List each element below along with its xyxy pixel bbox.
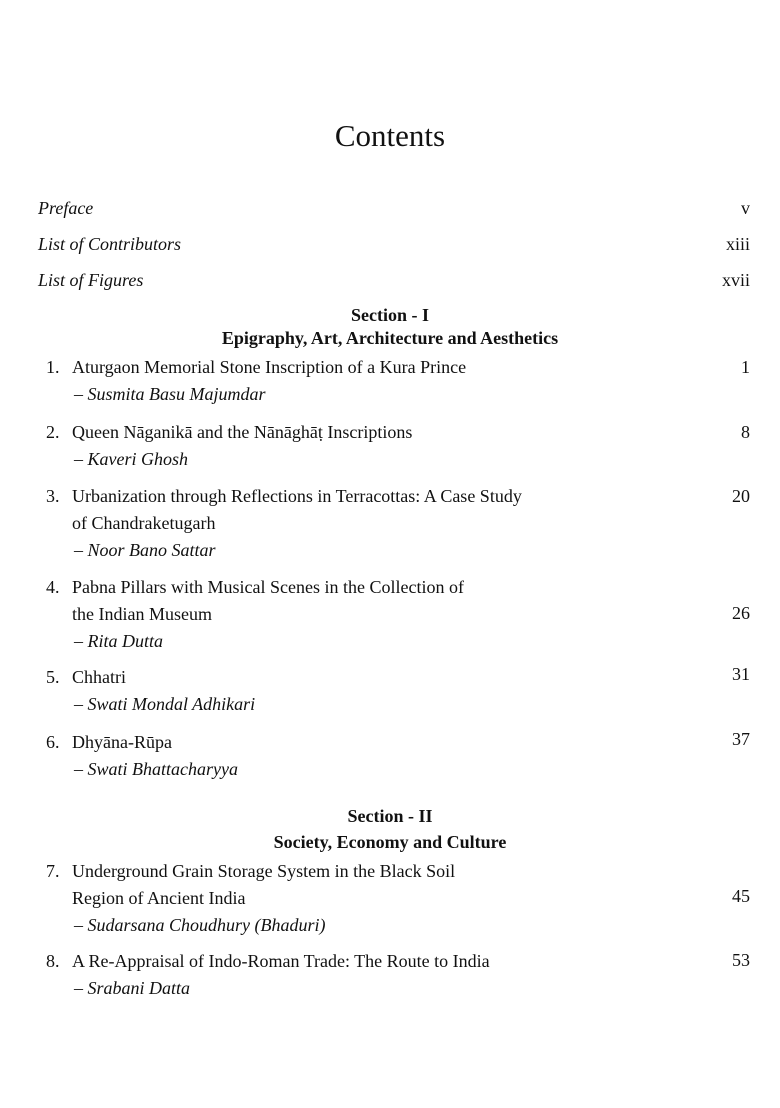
entry-number: 7. xyxy=(46,861,60,881)
entry-number: 1. xyxy=(46,357,60,377)
page-number: v xyxy=(741,198,750,218)
page-number: 8 xyxy=(741,422,750,442)
page-number: 37 xyxy=(732,729,750,749)
toc-entry-3[interactable] xyxy=(46,483,750,564)
front-matter-preface[interactable] xyxy=(38,196,750,220)
entry-number: 4. xyxy=(46,577,60,597)
entry-number: 2. xyxy=(46,422,60,442)
entry-author: – Srabani Datta xyxy=(74,978,191,998)
entry-title: Queen Nāganikā and the Nānāghāṭ Inscriptions xyxy=(72,422,413,442)
toc-entry-2[interactable] xyxy=(46,419,750,473)
entry-title-line: Region of Ancient India xyxy=(72,888,246,908)
section-1-label: Section - I xyxy=(351,305,429,325)
entry-title: Chhatri xyxy=(72,667,126,687)
page-number: 20 xyxy=(732,486,750,506)
toc-entry-7[interactable] xyxy=(46,858,750,939)
entry-author: – Swati Bhattacharyya xyxy=(74,759,238,779)
entry-title: A Re-Appraisal of Indo-Roman Trade: The Route to India xyxy=(72,951,490,971)
entry-number: 8. xyxy=(46,951,60,971)
front-matter-label: List of Contributors xyxy=(38,234,182,254)
entry-author: – Swati Mondal Adhikari xyxy=(74,694,256,714)
entry-author: – Rita Dutta xyxy=(74,631,163,651)
page-number: 31 xyxy=(732,664,750,684)
toc-entry-8[interactable] xyxy=(46,948,750,1002)
front-matter-label: List of Figures xyxy=(38,270,144,290)
toc-entry-6[interactable] xyxy=(46,729,750,783)
entry-title-line: Urbanization through Reflections in Terracottas: A Case Study xyxy=(72,486,522,506)
entry-author: – Sudarsana Choudhury (Bhaduri) xyxy=(74,915,326,935)
toc-entry-5[interactable] xyxy=(46,664,750,718)
page-number: 1 xyxy=(741,357,750,377)
page-title: Contents xyxy=(334,118,446,153)
page-number: 45 xyxy=(732,886,750,906)
front-matter-label: Preface xyxy=(38,198,94,218)
section-1-title: Epigraphy, Art, Architecture and Aesthetics xyxy=(221,328,559,348)
section-2-label: Section - II xyxy=(347,806,433,826)
entry-author: – Susmita Basu Majumdar xyxy=(74,384,266,404)
entry-title-line: the Indian Museum xyxy=(72,604,212,624)
entry-title-line: Underground Grain Storage System in the Black Soil xyxy=(72,861,456,881)
entry-number: 5. xyxy=(46,667,60,687)
page-number: xvii xyxy=(721,270,750,290)
toc-entry-4[interactable] xyxy=(46,574,750,655)
entry-title: Aturgaon Memorial Stone Inscription of a Kura Prince xyxy=(72,357,467,377)
toc-entry-1[interactable] xyxy=(46,354,750,408)
entry-number: 6. xyxy=(46,732,60,752)
entry-number: 3. xyxy=(46,486,60,506)
entry-author: – Noor Bano Sattar xyxy=(74,540,216,560)
entry-title: Dhyāna-Rūpa xyxy=(72,732,172,752)
page-number: 26 xyxy=(732,603,750,623)
front-matter-contributors[interactable] xyxy=(38,232,750,256)
page-number: xiii xyxy=(725,234,750,254)
entry-title-line: Pabna Pillars with Musical Scenes in the Collection of xyxy=(72,577,464,597)
entry-title-line: of Chandraketugarh xyxy=(72,513,216,533)
entry-author: – Kaveri Ghosh xyxy=(74,449,188,469)
page-number: 53 xyxy=(732,950,750,970)
section-2-title: Society, Economy and Culture xyxy=(273,832,507,852)
front-matter-figures[interactable] xyxy=(38,268,750,292)
